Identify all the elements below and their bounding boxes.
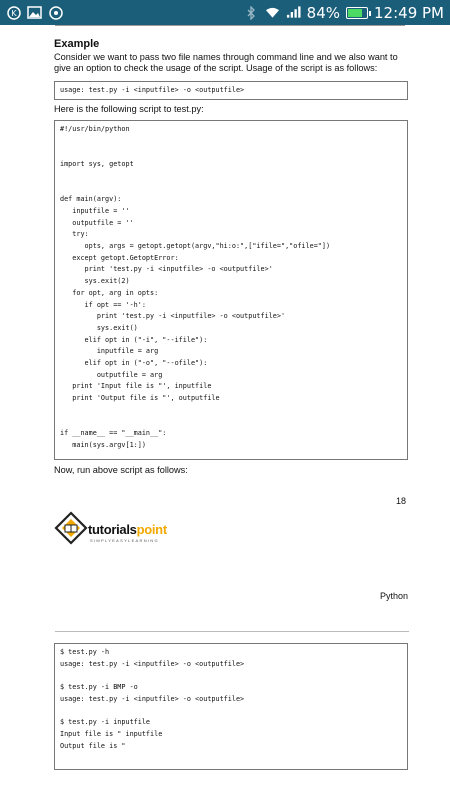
output-code-text: $ test.py -h usage: test.py -i <inputfile> -o <outputfile> $ test.py -i BMP -o usage: test.py -i <inputfile> -o <outputfile> $ test.py -i inputfile Input file is " inputfile Output file is " <box>60 648 245 750</box>
bluetooth-icon <box>244 5 259 20</box>
battery-percent: 84% <box>306 3 341 22</box>
svg-text:K: K <box>10 8 17 18</box>
intro-paragraph: Consider we want to pass two file names through command line and we also want to give an option to check the usage of the script. Usage of the script is as follows: <box>54 52 398 73</box>
app-icon <box>6 5 21 20</box>
sync-icon <box>48 5 63 20</box>
following-text: Here is the following script to test.py: <box>54 104 204 114</box>
status-left-icons <box>6 5 63 20</box>
example-heading: Example <box>54 38 100 50</box>
run-text: Now, run above script as follows: <box>54 465 188 475</box>
page-top-rule <box>55 22 405 26</box>
logo-mark-icon <box>54 511 88 553</box>
script-code-text: #!/usr/bin/python import sys, getopt def main(argv): inputfile = '' outputfile = '' try: opts, args = getopt.getopt(argv,"hi:o:",["ifile=","ofile="]) except getopt.GetoptError: print 'test.py -i <inputfile> -o <outputfile>' sys.exit(2) for opt, arg in opts: if opt == '-h': print 'test.py -i <inputfile> -o <outputfile>' sys.exit() elif opt in ("-i", "--ifile"): inputfile = arg elif opt in ("-o", "--ofile"): outputfile = arg print 'Input file is "', inputfile print 'Output file is "', outputfile if __name__ == "__main__": main(sys.argv[1:]) <box>60 125 331 449</box>
image-icon <box>27 5 42 20</box>
wifi-icon <box>265 5 280 20</box>
battery-icon <box>346 7 368 19</box>
logo-wordmark: tutorialspoint <box>88 522 167 537</box>
document-page[interactable] <box>0 25 450 800</box>
tutorialspoint-logo <box>54 511 194 555</box>
section-label: Python <box>380 591 409 601</box>
output-code-block <box>54 643 408 770</box>
page-number: 18 <box>396 496 407 506</box>
usage-code-text: usage: test.py -i <inputfile> -o <outputfile> <box>60 86 245 94</box>
signal-icon <box>286 5 301 20</box>
script-code-block <box>54 120 408 460</box>
page-bottom-rule <box>55 631 409 632</box>
usage-code-block <box>54 81 408 100</box>
status-right <box>244 4 444 22</box>
clock: 12:49 PM <box>374 3 444 22</box>
logo-tagline: SIMPLYEASYLEARNING <box>90 538 159 543</box>
